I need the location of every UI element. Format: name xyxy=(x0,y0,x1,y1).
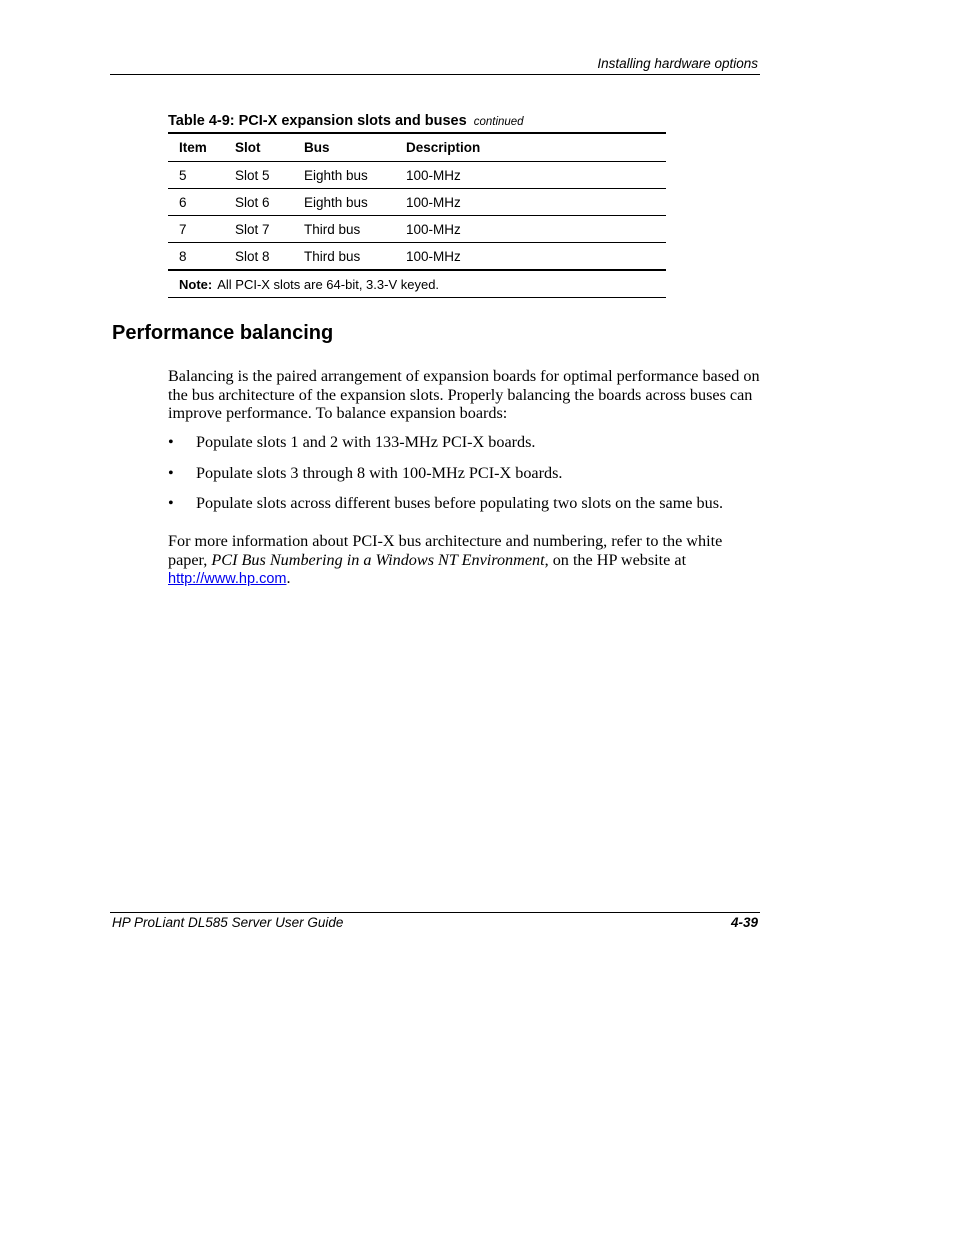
header-rule xyxy=(110,74,760,75)
column-header-item: Item xyxy=(168,133,235,162)
footer-rule xyxy=(110,912,760,913)
running-header: Installing hardware options xyxy=(597,56,758,71)
table-header-row xyxy=(168,133,666,162)
table-note xyxy=(168,270,666,298)
hp-website-link[interactable]: http://www.hp.com xyxy=(168,571,287,587)
list-item-text: Populate slots across different buses before populating two slots on the same bus. xyxy=(196,494,724,512)
more-info-paragraph xyxy=(168,532,760,589)
cell-description: 100-MHz xyxy=(406,189,666,216)
table-caption-title: Table 4-9: PCI-X expansion slots and buses xyxy=(168,113,467,129)
pci-slots-table xyxy=(168,132,666,298)
cell-slot: Slot 5 xyxy=(235,162,304,189)
intro-paragraph: Balancing is the paired arrangement of expansion boards for optimal performance based on the bus architecture of the expansion slots. Properly balancing the boards across buses can improve performance. To balance expansion boards: xyxy=(168,367,760,422)
column-header-slot: Slot xyxy=(235,133,304,162)
cell-slot: Slot 8 xyxy=(235,243,304,271)
cell-item: 6 xyxy=(168,189,235,216)
cell-bus: Eighth bus xyxy=(304,189,406,216)
more-info-end: . xyxy=(286,569,291,587)
table-caption-continued: continued xyxy=(473,116,524,128)
footer-guide-title: HP ProLiant DL585 Server User Guide xyxy=(112,915,344,930)
column-header-description: Description xyxy=(406,133,666,162)
cell-item: 5 xyxy=(168,162,235,189)
note-label: Note: xyxy=(179,276,213,292)
table-note-row xyxy=(168,270,666,298)
list-item xyxy=(168,433,768,452)
bullet-icon: • xyxy=(168,494,174,512)
cell-slot: Slot 6 xyxy=(235,189,304,216)
table-row xyxy=(168,243,666,271)
cell-bus: Eighth bus xyxy=(304,162,406,189)
bullet-icon: • xyxy=(168,463,174,482)
bullet-icon: • xyxy=(168,433,174,451)
white-paper-title: PCI Bus Numbering in a Windows NT Environment xyxy=(211,550,545,569)
cell-description: 100-MHz xyxy=(406,243,666,271)
list-item xyxy=(168,464,768,483)
table-row xyxy=(168,216,666,243)
column-header-bus: Bus xyxy=(304,133,406,162)
cell-bus: Third bus xyxy=(304,216,406,243)
table-row xyxy=(168,189,666,216)
balancing-list xyxy=(168,433,768,525)
more-info-mid: , on the HP website at xyxy=(544,550,687,569)
cell-item: 7 xyxy=(168,216,235,243)
cell-item: 8 xyxy=(168,243,235,271)
table-row xyxy=(168,162,666,189)
section-heading: Performance balancing xyxy=(112,322,334,344)
list-item xyxy=(168,494,768,513)
page-number: 4-39 xyxy=(730,915,758,930)
cell-bus: Third bus xyxy=(304,243,406,271)
more-info-prefix: For more information about PCI-X bus architecture and numbering, refer to the white paper, xyxy=(168,532,723,569)
table-caption xyxy=(168,113,524,129)
note-text: All PCI-X slots are 64-bit, 3.3-V keyed. xyxy=(217,276,440,292)
cell-slot: Slot 7 xyxy=(235,216,304,243)
cell-description: 100-MHz xyxy=(406,162,666,189)
list-item-text: Populate slots 3 through 8 with 100-MHz PCI-X boards. xyxy=(196,463,563,482)
list-item-text: Populate slots 1 and 2 with 133-MHz PCI-X boards. xyxy=(196,433,536,451)
cell-description: 100-MHz xyxy=(406,216,666,243)
